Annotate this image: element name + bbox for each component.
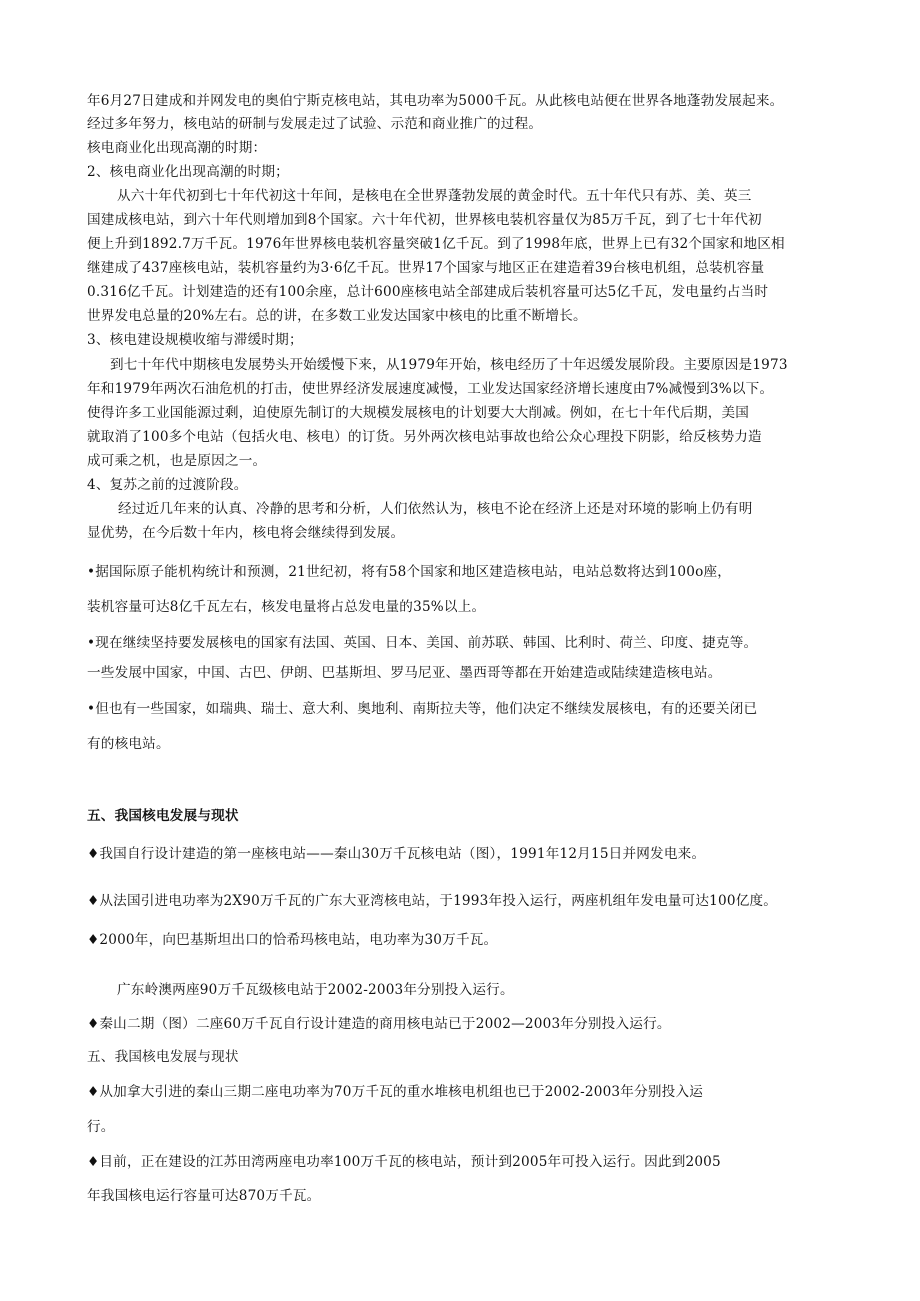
- bullet-line: •现在继续坚持要发展核电的国家有法国、英国、日本、美国、前苏联、韩国、比利时、荷兰、印度、捷克等。: [87, 635, 758, 651]
- bullet-line: 一些发展中国家，中国、古巴、伊朗、巴基斯坦、罗马尼亚、墨西哥等都在开始建造或陆续建造核电站。: [87, 665, 722, 681]
- section-3-line: 年和1979年两次石油危机的打击，使世界经济发展速度减慢，工业发达国家经济增长速度由7%减慢到3%以下。: [87, 381, 774, 397]
- section-5-item: ♦从加拿大引进的秦山三期二座电功率为70万千瓦的重水堆核电机组也已于2002-2003年分别投入运: [87, 1084, 704, 1100]
- intro-line-1: 年6月27日建成和并网发电的奥伯宁斯克核电站，其电功率为5000千瓦。从此核电站便在世界各地蓬勃发展起来。: [87, 93, 784, 109]
- section-3-title: 3、核电建设规模收缩与滞缓时期；: [87, 332, 303, 348]
- bullet-line: 有的核电站。: [87, 736, 170, 752]
- section-3-line: 成可乘之机，也是原因之一。: [87, 453, 267, 469]
- intro-line-2: 经过多年努力，核电站的研制与发展走过了试验、示范和商业推广的过程。: [87, 116, 543, 132]
- section-4-title: 4、复苏之前的过渡阶段。: [87, 477, 248, 493]
- section-4-line: 经过近几年来的认真、冷静的思考和分析，人们依然认为，核电不论在经济上还是对环境的影响上仍有明: [118, 501, 753, 517]
- section-3-line: 就取消了100多个电站（包括火电、核电）的订货。另外两次核电站事故也给公众心理投下阴影，给反核势力造: [87, 429, 762, 445]
- section-5-item: 行。: [87, 1119, 115, 1135]
- section-3-line: 到七十年代中期核电发展势头开始缓慢下来，从1979年开始，核电经历了十年迟缓发展阶段。主要原因是1973: [110, 357, 788, 373]
- bullet-line: •但也有一些国家，如瑞典、瑞士、意大利、奥地利、南斯拉夫等，他们决定不继续发展核电，有的还要关闭已: [87, 701, 758, 717]
- section-5-item: ♦秦山二期（图）二座60万千瓦自行设计建造的商用核电站已于2002—2003年分别投入运行。: [87, 1016, 671, 1032]
- section-3-line: 使得许多工业国能源过剩，迫使原先制订的大规模发展核电的计划要大大削减。例如，在七十年代后期，美国: [87, 405, 750, 421]
- section-5-item: ♦从法国引进电功率为2X90万千瓦的广东大亚湾核电站，于1993年投入运行，两座机组年发电量可达100亿度。: [87, 893, 778, 909]
- section-5-item: ♦目前，正在建设的江苏田湾两座电功率100万千瓦的核电站，预计到2005年可投入运行。因此到2005: [87, 1154, 721, 1170]
- section-2-title: 2、核电商业化出现高潮的时期；: [87, 164, 289, 180]
- section-5-item: 年我国核电运行容量可达870万千瓦。: [87, 1188, 321, 1204]
- section-2-line: 世界发电总量的20%左右。总的讲，在多数工业发达国家中核电的比重不断增长。: [87, 308, 587, 324]
- section-2-line: 便上升到1892.7万千瓦。1976年世界核电装机容量突破1亿千瓦。到了1998年底，世界上已有32个国家和地区相: [87, 236, 785, 252]
- section-2-line: 国建成核电站，到六十年代则增加到8个国家。六十年代初，世界核电装机容量仅为85万千瓦，到了七十年代初: [87, 212, 762, 228]
- section-2-line: 0.316亿千瓦。计划建造的还有100余座，总计600座核电站全部建成后装机容量可达5亿千瓦，发电量约占当时: [87, 284, 769, 300]
- section-5-heading: 五、我国核电发展与现状: [87, 808, 239, 824]
- section-5-item: ♦2000年，向巴基斯坦出口的恰希玛核电站，电功率为30万千瓦。: [87, 932, 498, 948]
- bullet-line: 装机容量可达8亿千瓦左右，核发电量将占总发电量的35%以上。: [87, 599, 486, 615]
- section-2-line: 继建成了437座核电站，装机容量约为3·6亿千瓦。世界17个国家与地区正在建造着39台核电机组，总装机容量: [87, 260, 765, 276]
- section-4-line: 显优势，在今后数十年内，核电将会继续得到发展。: [87, 525, 405, 541]
- section-5-repeat-heading: 五、我国核电发展与现状: [87, 1049, 239, 1065]
- intro-line-3: 核电商业化出现高潮的时期：: [87, 140, 267, 156]
- section-5-item: ♦我国自行设计建造的第一座核电站——秦山30万千瓦核电站（图），1991年12月15日并网发电来。: [87, 846, 706, 862]
- bullet-line: •据国际原子能机构统计和预测，21世纪初，将有58个国家和地区建造核电站，电站总数将达到100o座，: [87, 564, 732, 580]
- section-2-line: 从六十年代初到七十年代初这十年间，是核电在全世界蓬勃发展的黄金时代。五十年代只有苏、美、英三: [117, 188, 752, 204]
- section-5-item: 广东岭澳两座90万千瓦级核电站于2002-2003年分别投入运行。: [117, 982, 514, 998]
